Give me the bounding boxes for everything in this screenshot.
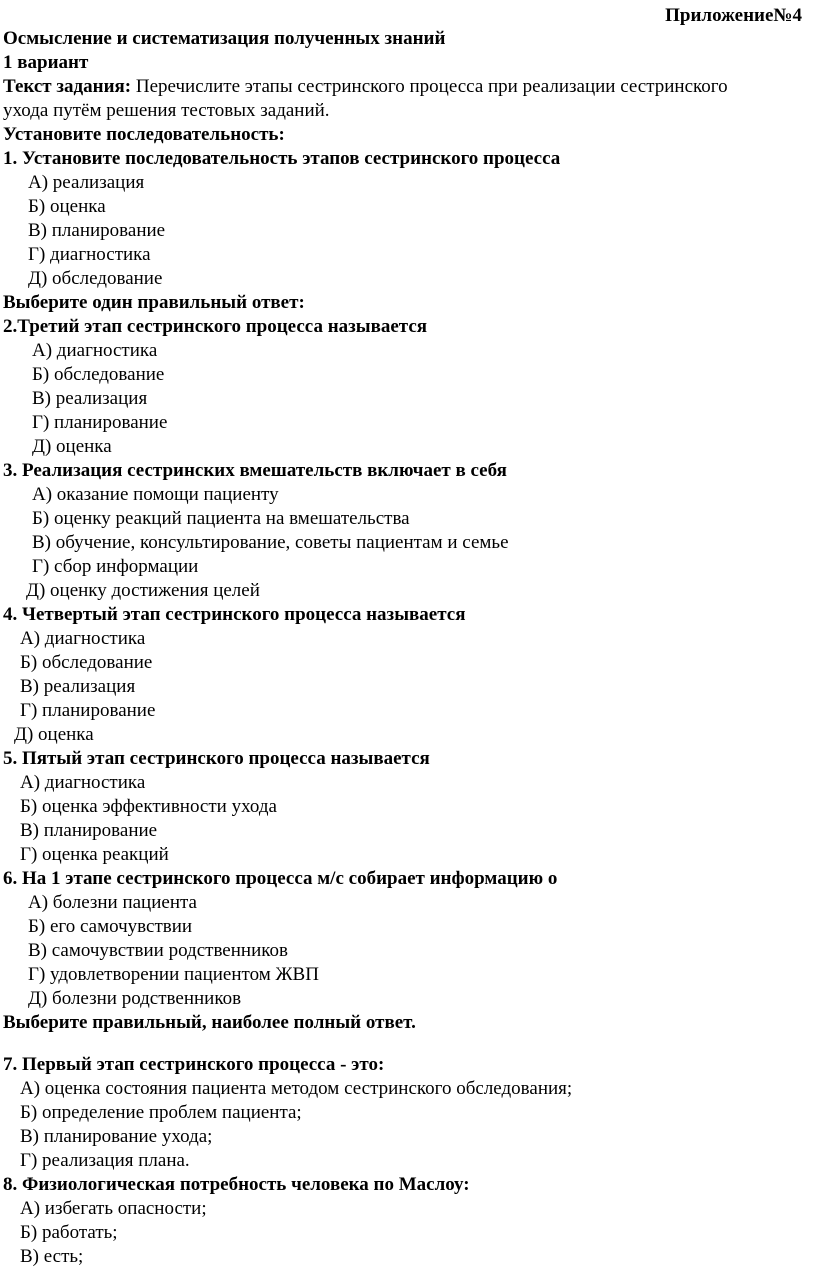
variant-label: 1 вариант: [3, 52, 89, 73]
section-heading-single: Выберите один правильный ответ:: [3, 292, 305, 313]
option-6c: В) самочувствии родственников: [28, 940, 288, 961]
option-2e: Д) оценка: [32, 436, 112, 457]
option-3d: Г) сбор информации: [32, 556, 199, 577]
option-2b: Б) обследование: [32, 364, 165, 385]
option-8c: В) есть;: [20, 1246, 84, 1267]
option-7b: Б) определение проблем пациента;: [20, 1102, 302, 1123]
option-3c: В) обучение, консультирование, советы пациентам и семье: [32, 532, 509, 553]
option-3e: Д) оценку достижения целей: [26, 580, 260, 601]
option-6a: А) болезни пациента: [28, 892, 197, 913]
task-label: Текст задания:: [3, 76, 132, 97]
option-4d: Г) планирование: [20, 700, 156, 721]
option-7c: В) планирование ухода;: [20, 1126, 213, 1147]
question-3: 3. Реализация сестринских вмешательств включает в себя: [3, 460, 507, 481]
task-text-line-1: [3, 75, 728, 99]
option-1d: Г) диагностика: [28, 244, 151, 265]
option-2d: Г) планирование: [32, 412, 168, 433]
question-1: 1. Установите последовательность этапов сестринского процесса: [3, 148, 561, 169]
option-1c: В) планирование: [28, 220, 166, 241]
document-title: Осмысление и систематизация полученных знаний: [3, 28, 446, 49]
option-2a: А) диагностика: [32, 340, 158, 361]
option-4b: Б) обследование: [20, 652, 153, 673]
option-3a: А) оказание помощи пациенту: [32, 484, 279, 505]
option-6d: Г) удовлетворении пациентом ЖВП: [28, 964, 319, 985]
task-text-line-2: ухода путём решения тестовых заданий.: [3, 100, 330, 121]
question-8: 8. Физиологическая потребность человека по Маслоу:: [3, 1174, 470, 1195]
option-7a: А) оценка состояния пациента методом сестринского обследования;: [20, 1078, 573, 1099]
option-1a: А) реализация: [28, 172, 145, 193]
option-5b: Б) оценка эффективности ухода: [20, 796, 277, 817]
option-8a: А) избегать опасности;: [20, 1198, 207, 1219]
option-5a: А) диагностика: [20, 772, 146, 793]
option-4c: В) реализация: [20, 676, 136, 697]
section-heading-sequence: Установите последовательность:: [3, 124, 285, 145]
option-5d: Г) оценка реакций: [20, 844, 169, 865]
task-text: Перечислите этапы сестринского процесса при реализации сестринского: [131, 76, 728, 97]
question-4: 4. Четвертый этап сестринского процесса называется: [3, 604, 466, 625]
option-1b: Б) оценка: [28, 196, 106, 217]
option-6b: Б) его самочувствии: [28, 916, 193, 937]
option-6e: Д) болезни родственников: [28, 988, 242, 1009]
option-4e: Д) оценка: [14, 724, 94, 745]
option-2c: В) реализация: [32, 388, 148, 409]
option-1e: Д) обследование: [28, 268, 163, 289]
option-3b: Б) оценку реакций пациента на вмешательства: [32, 508, 410, 529]
option-5c: В) планирование: [20, 820, 158, 841]
section-heading-full: Выберите правильный, наиболее полный ответ.: [3, 1012, 416, 1033]
option-7d: Г) реализация плана.: [20, 1150, 190, 1171]
option-4a: А) диагностика: [20, 628, 146, 649]
appendix-label: Приложение№4: [665, 5, 802, 26]
question-2: 2.Третий этап сестринского процесса называется: [3, 316, 428, 337]
question-5: 5. Пятый этап сестринского процесса называется: [3, 748, 430, 769]
question-6: 6. На 1 этапе сестринского процесса м/с собирает информацию о: [3, 868, 558, 889]
question-7: 7. Первый этап сестринского процесса - это:: [3, 1054, 385, 1075]
option-8b: Б) работать;: [20, 1222, 118, 1243]
